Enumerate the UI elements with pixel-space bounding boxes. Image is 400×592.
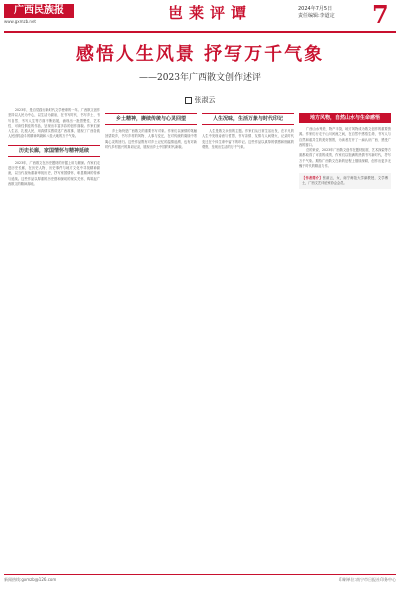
author-note <box>299 173 391 189</box>
masthead <box>0 0 400 32</box>
section-text: 2023年，广西散文在历史题材的开掘上用力颇深。作家们走进历史长廊，在历史人物、历史事件与地方文化中寻找精神源流，以当代视角重新审视历史，抒写家国情怀，彰显精神的传承与延续。这些作品以厚重的历史感和深切的现实关怀，构筑起广西散文的精神高地。 <box>8 160 100 186</box>
date-line: 2024年7月5日 <box>298 6 333 12</box>
section-text: 广西山水秀美、物产丰饶，地方风物成为散文创作的重要资源。作家们行走于山川河流之间，在自然中感悟生命，书写人与自然和谐共生的美好图景，为读者打开了一扇认识广西、感受广西的窗口。 <box>299 127 391 147</box>
column-4 <box>299 108 391 560</box>
section-heading: 乡土精神，赓续传统与心灵回望 <box>105 113 197 125</box>
intro-paragraph: 2023年，是自觉践行新时代文学使命的一年。广西散文创作坚持以人民为中心，以生活为源泉，在书写时代、书写乡土、书写自然、书写人生等方面不断拓展，涌现出一批思想性、艺术性、可读性俱佳的作品，呈现出丰富多彩的创作面貌。作家们深入生活、扎根人民，用真情实感讲述广西故事，展现了广西各族人民团结奋斗的精神风貌和八桂大地的万千气象。 <box>8 108 100 139</box>
author-name: 张淑云 <box>194 96 216 104</box>
issue-date <box>298 6 335 20</box>
section-heading: 人生况味，生活万象与时代印记 <box>202 113 294 125</box>
author-box-icon <box>185 97 192 104</box>
footer-rule <box>4 574 396 575</box>
footer-left: 新闻热线:gxmzb@126.com <box>4 577 57 582</box>
paper-url: www.gxmzb.net <box>4 19 36 24</box>
author-line <box>0 95 400 105</box>
footer <box>4 577 396 583</box>
section-heading: 地方风物，自然山水与生命感悟 <box>299 113 391 123</box>
editor-line: 责任编辑:李道定 <box>298 13 335 19</box>
column-2 <box>105 108 197 560</box>
section-text: 人生是散文永恒的主题。作家们从日常生活出发，在平凡的人生中发现诗意与哲思，书写亲情、友情与人间烟火，记录时代变迁在个体生命中留下的印记。这些作品以真挚的情感和细腻的观察，呈现出生活的万千气象。 <box>202 129 294 149</box>
article-body <box>8 108 392 560</box>
subheadline: ——2023年广西散文创作述评 <box>139 73 261 83</box>
headline: 感悟人生风景 抒写万千气象 <box>75 44 325 65</box>
column-name: 岜莱评谭 <box>167 4 252 22</box>
paper-name: 广西民族报 <box>4 4 74 18</box>
masthead-rule <box>4 31 396 33</box>
author-note-text: 张淑云，女，南宁师范大学副教授，文学博士，广西文艺评论家协会会员。 <box>302 176 388 186</box>
section-heading: 历史长廊，家国情怀与精神延续 <box>8 145 100 157</box>
page-number: 7 <box>372 0 389 29</box>
author-note-label: 【作者简介】 <box>302 176 323 181</box>
conclusion-paragraph: 总的来说，2023年广西散文创作在题材拓展、艺术探索等方面都取得了可喜的成绩，作家们以饱满的热情书写新时代，抒写万千气象。期待广西散文在新的征程上继续深耕，创作出更多无愧于时代的精品力作。 <box>299 148 391 169</box>
section-text: 乡土始终是广西散文的重要书写对象。作家们以深情的笔触回望故乡，书写乡村的风物、人事与变迁，在对传统的赓续中寄寓心灵的回归。这些作品既有对乡土记忆的温情追溯，也有对新时代乡村振兴的真切记录，展现出乡土中国的时代新貌。 <box>105 129 197 149</box>
column-1 <box>8 108 100 560</box>
footer-right: 印刷单位:南宁市日报社印务中心 <box>338 577 396 582</box>
column-3 <box>202 108 294 560</box>
